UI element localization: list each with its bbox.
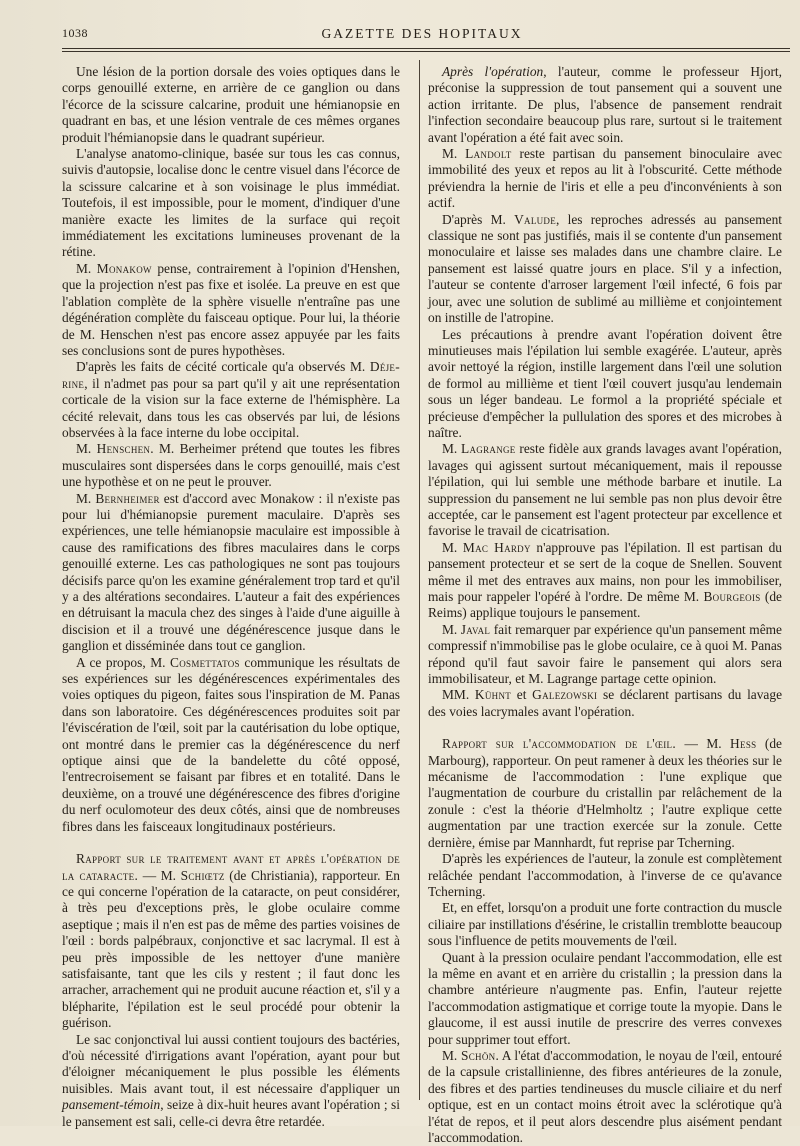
paragraph (62, 261, 400, 359)
text-run: MM. (442, 687, 475, 703)
text-run: D'après les expériences de l'auteur, la zonule est complètement relâchée pendant l'accommodation, à l'inverse de ce qu'avance Tcherning. (428, 851, 782, 899)
text-run: reste partisan du pansement binoculaire avec immobilité des yeux et repos au lit à l'obscurité. Cette méthode préviendra la hernie de l'iris et elle a peu d'inconvénients à son actif. (428, 146, 782, 211)
name-smallcaps: Mac Hardy (462, 539, 531, 555)
name-smallcaps: Landolt (465, 146, 512, 162)
text-run: Les précautions à prendre avant l'opération doivent être minutieuses mais l'épilation lui semble exagérée. L'auteur, après avoir nettoyé la région, instille largement dans l'œil une solution de formol au millième et tient l'œil couvert jusqu'au lendemain sous un léger bandeau. Le formol a la propriété spéciale et précieuse d'empêcher la pullulation des spores et des microbes à naître. (428, 326, 782, 440)
name-smallcaps: Henschen (96, 441, 151, 457)
page-header (62, 26, 782, 46)
name-smallcaps: Valude (514, 211, 557, 227)
page-number: 1038 (62, 26, 88, 40)
text-run: Le sac conjonctival lui aussi contient toujours des bactéries, d'où nécessité d'irrigations avant l'opération, ayant pour but d'éloigner mécaniquement le plus possible les éléments nuisibles. Mais avant tout, il est nécessaire d'appliquer un (62, 1031, 400, 1096)
text-run: — M. (676, 736, 731, 752)
name-smallcaps: Bernheimer (95, 490, 160, 506)
paragraph (428, 622, 782, 688)
name-smallcaps: Bourgeois (703, 589, 761, 604)
left-column (62, 64, 400, 1130)
name-smallcaps: Javal (460, 621, 491, 637)
text-run: pense, contrairement à l'opinion d'Henshen, que la projection n'est pas fixe et isolée. La preuve en est que l'ablation complète de la sphère visuelle n'entraîne pas une dégénération complète du faisceau optique. Pour lui, la théorie de M. Henschen n'est pas encore assez appuyée par les faits ses conclusions sont de pures hypothèses. (62, 260, 400, 358)
paragraph (62, 441, 400, 490)
paragraph (428, 64, 782, 146)
name-smallcaps: Monakow (96, 260, 152, 276)
text-run: reste fidèle aux grands lavages avant l'opération, lavages qui agissent surtout mécaniquement, mais il repousse l'épilation, qui lui semble une méthode barbare et inutile. La suppression du pansement ne lui semble pas non plus devoir être acceptée, car le pansement est l'agent protecteur par excellence et favorise le travail de cicatrisation. (428, 441, 782, 539)
right-column (428, 64, 782, 1146)
name-smallcaps: Kühnt (474, 687, 512, 703)
paragraph (428, 540, 782, 622)
paragraph (428, 900, 782, 949)
text-run: n'approuve pas l'épilation. Il est partisan du pansement protecteur et se sert de la coque de Snellen. Souvent même il met des entraves aux mains, non pour les immobiliser, mais pour rappeler l'opéré à l'ordre. De même M. (428, 539, 782, 604)
text-run: (de Christiania), rapporteur. En ce qui concerne l'opération de la cataracte, on peut considérer, à très peu d'exceptions près, le globe oculaire comme aseptique ; mais il n'en est pas de même des parties voisines de l'œil : bords palpébraux, conjonctive et sac lacrymal. Il est à peu près impossible de les nettoyer d'une manière satisfaisante, tant que les cils y restent ; il faut donc les arracher, arrachement qui ne produit aucune réaction et, s'il y a blépharite, l'épilation est le seul procédé pour obtenir la guérison. (62, 867, 400, 1031)
paragraph (428, 950, 782, 1048)
text-run: , l'auteur, comme le professeur Hjort, préconise la suppression de tout pansement qui a souvent une action irritante. De plus, l'absence de pansement rendrait l'infection secondaire beaucoup plus rare, surtout si le traitement avant l'opération a été fait avec soin. (428, 64, 782, 145)
name-smallcaps: Rapport sur le traitement avant et après l'opération de la cataracte. (62, 851, 400, 883)
text-run: Et, en effet, lorsqu'on a produit une forte contraction du muscle ciliaire par instillations d'ésérine, le cristallin tremblotte beaucoup sous l'influence de petits mouvements de l'œil. (428, 900, 782, 949)
paragraph (428, 1048, 782, 1146)
name-smallcaps: Déje-rine (62, 359, 400, 391)
paragraph (428, 687, 782, 720)
text-run: M. (442, 441, 462, 457)
paragraph (62, 491, 400, 655)
text-run: (de Reims) applique toujours le pansement. (428, 589, 782, 621)
section-paragraph (62, 851, 400, 1031)
header-rule (62, 48, 790, 49)
text-run: est d'accord avec Monakow : il n'existe pas pour lui d'hémianopsie purement maculaire. D'après ses expériences, une telle hémianopsie maculaire est impossible à cause des ramifications des fibres maculaires dans le corps genouillé externe. Les cas pathologiques ne sont pas toujours décisifs parce qu'on les examine généralement trop tard et qu'il y a des altérations secondaires. L'auteur a fait des expériences en détruisant la macula chez des singes à l'aide d'une aiguille à discision et il a trouvé une dégénérescence jusque dans le ganglion et disséminée dans tout ce ganglion. (62, 490, 400, 654)
text-run: communique les résultats de ses expériences sur les dégénérescences expérimentales des voies optiques du pigeon, faites sous l'inspiration de M. Panas dans son laboratoire. Ces dégénérescences produites soit par l'éviscération de l'œil, soit par la cautérisation du lobe optique, ont montré dans le premier cas la dégénérescence du nerf optique ainsi que de la bandelette du côté opposé, l'entrecroisement se faisant par fibres et en totalité. Dans le deuxième, on a trouvé une dégénérescence des fibres d'origine du nerf oculomoteur des deux côtés, ainsi que de nombreuses fibres dans les faisceaux longitudinaux postérieurs. (62, 654, 400, 834)
italic-text: pansement-témoin (62, 1097, 161, 1113)
name-smallcaps: Schön (460, 1047, 496, 1063)
text-run: se déclarent partisans du lavage des voies lacrymales avant l'opération. (428, 687, 783, 719)
italic-text: Après l'opération (442, 64, 544, 79)
text-run: Quant à la pression oculaire pendant l'accommodation, elle est la même en avant et en arrière du cristallin ; la pression dans la chambre antérieure n'augmente pas. Enfin, l'auteur rejette l'accommodation astigmatique et corrige toute la myopie. Dans le glaucome, il est aussi inutile de prescrire des verres convexes pour supprimer tout effort. (428, 949, 782, 1047)
text-run: M. (442, 1047, 461, 1063)
column-separator (419, 60, 420, 1100)
text-run: , les reproches adressés au pansement classique ne sont pas justifiés, mais il se contente d'un pansement monoculaire et laisse ses malades dans une chambre claire. Le pansement est laissé quatre jours en place. S'il y a infection, l'auteur se contente d'arroser largement l'œil infecté, 6 fois par jour, avec une solution de sublimé au millième et conjointement on instille de l'atropine. (428, 211, 782, 326)
text-run: M. (442, 621, 461, 637)
text-run: M. (76, 490, 96, 506)
name-smallcaps: Cosmettatos (169, 654, 240, 670)
text-run: L'analyse anatomo-clinique, basée sur tous les cas connus, suivis d'autopsie, localise donc le centre visuel dans l'écorce de la scissure calcarine et à son voisinage le plus immédiat. Toutefois, il est impossible, pour le moment, d'indiquer d'une manière exacte les limites de la surface qui reçoit immédiatement les excitations lumineuses provenant de la rétine. (62, 146, 400, 260)
text-run: fait remarquer par expérience qu'un pansement même compressif n'immobilise pas le globe oculaire, ce à quoi M. Panas répond qu'il faut savoir faire le pansement qui alors sera immobilisateur, et M. Lagrange partage cette opinion. (428, 621, 783, 687)
name-smallcaps: Galezowski (532, 687, 598, 703)
paragraph (62, 1032, 400, 1130)
paragraph (62, 64, 400, 146)
running-title: GAZETTE DES HOPITAUX (321, 26, 523, 41)
paragraph (428, 146, 782, 212)
text-run: et (511, 687, 533, 703)
paragraph (428, 851, 782, 900)
text-run: M. (442, 146, 466, 162)
paragraph (428, 212, 782, 327)
text-run: . M. Berheimer prétend que toutes les fibres musculaires sont dispersées dans le corps genouillé, mais c'est une hypothèse et on ne peut le prouver. (62, 441, 400, 490)
text-run: M. (76, 441, 97, 457)
text-run: M. (76, 260, 97, 276)
text-run: , seize à dix-huit heures avant l'opération ; si le pansement est sali, celle-ci devra être retardée. (62, 1097, 400, 1129)
paragraph (62, 146, 400, 261)
paragraph (62, 359, 400, 441)
paragraph (428, 441, 782, 539)
name-smallcaps: Lagrange (461, 441, 516, 457)
text-run: (de Marbourg), rapporteur. On peut ramener à deux les théories sur le mécanisme de l'accommodation : l'une explique que l'augmentation de courbure du cristallin par relâchement de la zonule : c'est la théorie d'Helmholtz ; l'autre explique cette augmentation par une traction exercée sur la zonule. Cette dernière, émise par Mannhardt, fut reprise par Tcherning. (428, 736, 782, 850)
name-smallcaps: Hess (730, 736, 757, 752)
text-run: — M. (138, 867, 181, 883)
text-run: , il n'admet pas pour sa part qu'il y ait une représentation corticale de la vision sur la face externe de l'hémisphère. La cécité relevait, dans tous les cas observés par lui, de lésions observées à la face interne du lobe occipital. (62, 375, 400, 440)
section-paragraph (428, 736, 782, 851)
text-run: M. (442, 539, 463, 555)
text-run: D'après M. (442, 211, 515, 227)
name-smallcaps: Schiœtz (180, 867, 225, 883)
paragraph (428, 327, 782, 442)
text-run: A ce propos, M. (76, 654, 170, 670)
text-run: Une lésion de la portion dorsale des voies optiques dans le corps genouillé externe, en arrière de ce ganglion ou dans l'écorce de la scissure calcarine, produit une hémianopsie en quadrant en bas, et une lésion ventrale de ces mêmes organes produit l'hémianopsie dans le quadrant supérieur. (62, 64, 400, 145)
paragraph (62, 655, 400, 835)
name-smallcaps: Rapport sur l'accommodation de l'œil. (442, 736, 677, 752)
text-run: . A l'état d'accommodation, le noyau de l'œil, entouré de la capsule cristallinienne, des fibres antérieures de la zonule, des fibres et des parties tendineuses du muscle ciliaire et du nerf optique, est en un contact moins étroit avec la sclérotique qu'à l'état de repos, et il peut alors descendre plus aisément pendant l'accommodation. (428, 1047, 782, 1145)
text-run: D'après les faits de cécité corticale qu'a observés M. (76, 359, 370, 375)
header-rule (62, 51, 790, 52)
